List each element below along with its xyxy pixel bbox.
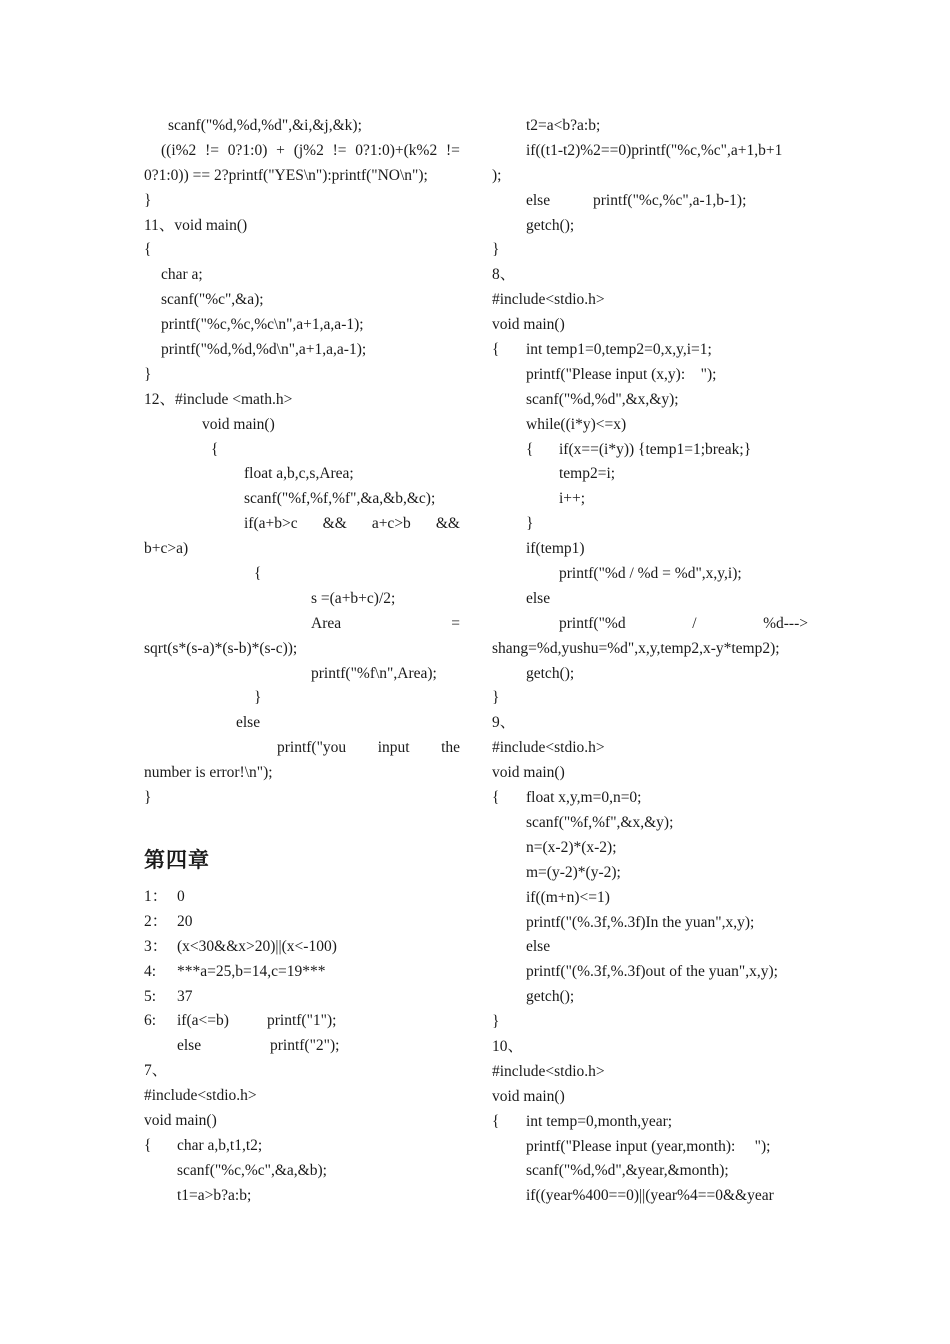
- question-header: 7、: [144, 1062, 168, 1080]
- answer-line: else printf("2");: [177, 1037, 340, 1055]
- code-line: scanf("%d,%d",&year,&month);: [526, 1162, 729, 1180]
- code-line: printf("%d,%d,%d\n",a+1,a,a-1);: [161, 341, 367, 359]
- code-line: }: [144, 191, 152, 209]
- question-header: 8、: [492, 266, 516, 284]
- code-line: getch();: [526, 664, 575, 682]
- code-line: scanf("%f,%f,%f",&a,&b,&c);: [244, 490, 436, 508]
- code-line: }: [526, 515, 534, 533]
- code-line: sqrt(s*(s-a)*(s-b)*(s-c));: [144, 639, 298, 657]
- code-line: #include<stdio.h>: [492, 739, 605, 757]
- code-line: scanf("%d,%d",&x,&y);: [526, 390, 679, 408]
- code-line: shang=%d,yushu=%d",x,y,temp2,x-y*temp2);: [492, 639, 780, 657]
- code-line: scanf("%d,%d,%d",&i,&j,&k);: [168, 117, 362, 134]
- code-line: { char a,b,t1,t2;: [144, 1136, 263, 1154]
- answer-line: 3： (x<30&&x>20)||(x<-100): [144, 937, 337, 955]
- code-line: printf("(%.3f,%.3f)out of the yuan",x,y);: [526, 963, 778, 981]
- code-line: m=(y-2)*(y-2);: [526, 863, 621, 881]
- answer-line: 6: if(a<=b) printf("1");: [144, 1012, 337, 1030]
- code-line: { int temp=0,month,year;: [492, 1112, 673, 1130]
- code-line-justified: printf("you input the: [277, 739, 460, 757]
- code-line: if((m+n)<=1): [526, 888, 610, 906]
- code-line: while((i*y)<=x): [526, 415, 627, 433]
- code-line: #include<stdio.h>: [144, 1087, 257, 1105]
- answer-line: 5: 37: [144, 987, 193, 1005]
- code-line: }: [254, 689, 262, 707]
- code-line: }: [492, 689, 500, 707]
- code-line-justified: ((i%2 != 0?1:0) + (j%2 != 0?1:0)+(k%2 !=: [161, 141, 460, 159]
- code-line-justified: if(a+b>c && a+c>b &&: [244, 515, 460, 533]
- code-line: {: [144, 241, 152, 259]
- code-line: char a;: [161, 266, 203, 284]
- answer-line: 4: ***a=25,b=14,c=19***: [144, 962, 326, 980]
- code-line: number is error!\n");: [144, 764, 273, 782]
- code-line: else: [526, 938, 551, 956]
- code-line: #include<stdio.h>: [492, 1062, 605, 1080]
- code-line: 0?1:0)) == 2?printf("YES\n"):printf("NO\n");: [144, 166, 428, 184]
- question-header: 11、void main(): [144, 216, 248, 234]
- code-line: getch();: [526, 216, 575, 234]
- question-header: 12、#include <math.h>: [144, 390, 293, 408]
- code-line: scanf("%f,%f",&x,&y);: [526, 813, 674, 831]
- code-line: printf("%d / %d = %d",x,y,i);: [559, 565, 742, 583]
- code-line: if((t1-t2)%2==0)printf("%c,%c",a+1,b+1: [526, 141, 783, 159]
- code-line: printf("Please input (x,y): ");: [526, 365, 717, 383]
- code-line: n=(x-2)*(x-2);: [526, 838, 617, 856]
- code-line: if(temp1): [526, 540, 585, 558]
- left-column: [144, 114, 460, 1209]
- answer-line: 2： 20: [144, 912, 193, 930]
- code-line: { if(x==(i*y)) {temp1=1;break;}: [526, 440, 752, 458]
- right-column: [492, 114, 808, 1209]
- question-header: 10、: [492, 1037, 524, 1055]
- code-line: t2=a<b?a:b;: [526, 117, 601, 134]
- code-line: if((year%400==0)||(year%4==0&&year: [526, 1187, 774, 1205]
- code-line: scanf("%c",&a);: [161, 291, 264, 309]
- code-line: { int temp1=0,temp2=0,x,y,i=1;: [492, 341, 712, 359]
- code-line: temp2=i;: [559, 465, 616, 483]
- code-line: else: [526, 589, 551, 607]
- code-line-justified: Area =: [311, 614, 460, 632]
- code-line: printf("%c,%c,%c\n",a+1,a,a-1);: [161, 316, 364, 334]
- code-line: scanf("%c,%c",&a,&b);: [177, 1161, 327, 1179]
- code-line: }: [492, 241, 500, 259]
- code-line: b+c>a): [144, 540, 189, 558]
- code-line: s =(a+b+c)/2;: [311, 589, 396, 607]
- code-line: else: [236, 714, 261, 732]
- code-line: }: [492, 1013, 500, 1031]
- code-line: else printf("%c,%c",a-1,b-1);: [526, 191, 747, 209]
- code-line: void main(): [492, 764, 565, 782]
- code-line: i++;: [559, 490, 586, 508]
- code-line: getch();: [526, 988, 575, 1006]
- code-line: printf("(%.3f,%.3f)In the yuan",x,y);: [526, 913, 755, 931]
- code-line: }: [144, 789, 152, 807]
- code-line: #include<stdio.h>: [492, 291, 605, 309]
- code-line: printf("%f\n",Area);: [311, 664, 437, 682]
- chapter-heading: 第四章: [144, 847, 210, 872]
- code-line: { float x,y,m=0,n=0;: [492, 789, 642, 807]
- code-line: {: [211, 440, 219, 458]
- question-header: 9、: [492, 714, 516, 732]
- code-line: );: [492, 166, 502, 184]
- code-line-justified: printf("%d / %d--->: [559, 614, 808, 632]
- code-line: void main(): [492, 1087, 565, 1105]
- code-line: t1=a>b?a:b;: [177, 1186, 252, 1204]
- code-line: }: [144, 365, 152, 383]
- code-line: float a,b,c,s,Area;: [244, 465, 354, 483]
- code-line: void main(): [202, 415, 275, 433]
- code-line: {: [254, 565, 262, 583]
- code-line: void main(): [492, 316, 565, 334]
- code-line: printf("Please input (year,month): ");: [526, 1137, 771, 1155]
- answer-line: 1： 0: [144, 887, 185, 905]
- code-line: void main(): [144, 1111, 217, 1129]
